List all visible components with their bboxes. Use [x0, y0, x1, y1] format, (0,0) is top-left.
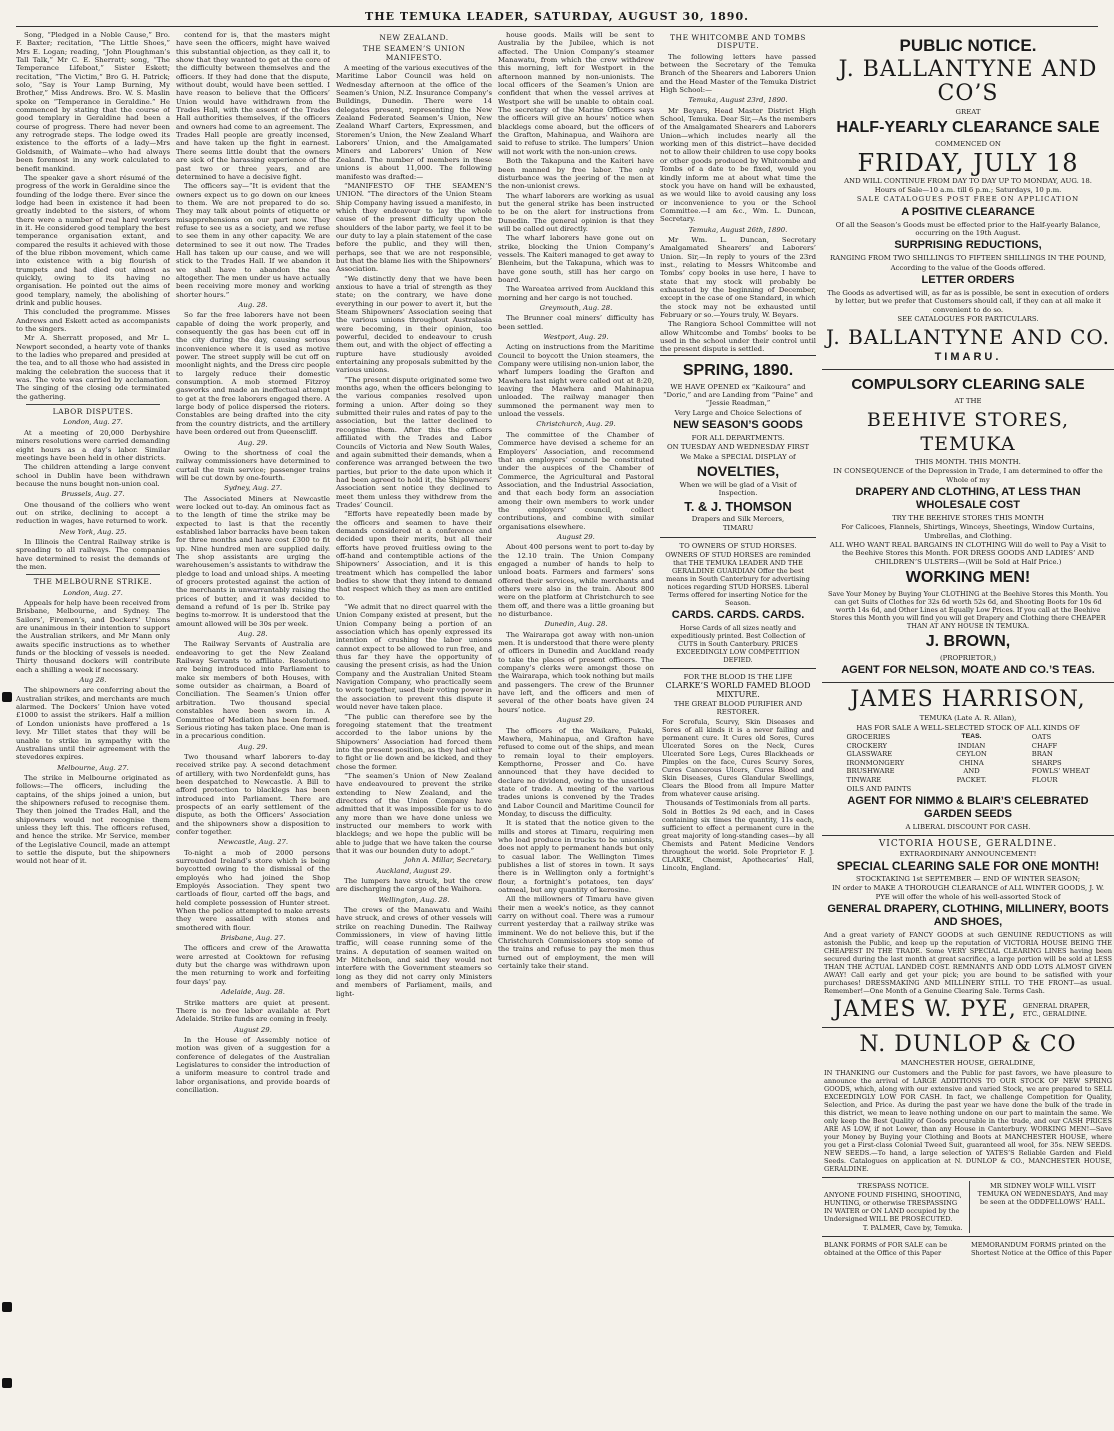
thomson-trade: Drapers and Silk Mercers, — [691, 514, 785, 523]
harrison-list-right — [1032, 733, 1090, 793]
beehive-list: For Calicoes, Flannels, Shirtings, Winceys, Sheetings, Window Curtains, Umbrellas, and Clothing. — [841, 523, 1095, 540]
section-heading: THE WHITCOMBE AND TOMBS DISPUTE. — [670, 33, 806, 51]
spring-display: We Make a SPECIAL DISPLAY of — [680, 452, 796, 461]
article-paragraph: Appeals for help have been received from Brisbane, Melbourne, and Sydney. The Sailors’, Firemen’s, and Dockers’ Unions are unanimous in their intention to support the Australian strikers, and Mr Mann only awaits specific instructions as to whether funds or the blocking of vessels is needed. Thirty thousand dockers will contribute each a shilling a week if necessary. — [16, 599, 170, 674]
spring-lead: WE HAVE OPENED ex “Kaikoura” and “Doric,” and are Landing from “Paine” and “Jessie Readman,” — [662, 382, 814, 408]
sale-hours: Hours of Sale—10 a.m. till 6 p.m.; Saturdays, 10 p.m. — [874, 186, 1062, 195]
article-paragraph: The Wairarapa got away with non-union men. It is understood that there were plenty of officers in Dunedin and Auckland ready to take the places of present officers. The company’s clerks were amongst those on the Wairarapa, which took nothing but mails and passengers. The crew of the Brunner have left, and the officers and men of several of the other boats have given 24 hours’ notice. — [498, 630, 654, 714]
dateline: Adelaide, Aug. 28. — [220, 988, 285, 997]
article-paragraph: house goods. Mails will be sent to Australia by the Jubilee, which is not affected. The Union Company’s steamer Manawatu, from which the crew withdrew this morning, left for Westport in the afternoon manned by non-unionists. The local officers of the Seamen’s Union are confident that when the vessel arrives at Westport she will be unable to obtain coal. The secretary of the Marine Officers says the officers will give an hours’ notice when blacklegs come aboard, but the officers of the Grafton, Mahinapua, and Waihora are said to refuse to strike. The lumpers’ Union will not work with the non-union crews. — [498, 31, 654, 156]
forms-notices — [822, 1236, 1114, 1261]
blood-subtitle: THE GREAT BLOOD PURIFIER AND RESTORER. — [673, 699, 803, 717]
section-heading: THE MELBOURNE STRIKE. — [33, 577, 153, 587]
teas-heading: TEAS. — [961, 732, 982, 740]
beehive-advertisement — [822, 369, 1114, 682]
dateline: London, Aug. 27. — [63, 588, 123, 597]
column-2 — [176, 31, 330, 1426]
article-paragraph: So far the free laborers have not been capable of doing the work properly, and consequently the gas has been cut off in the city during the day, causing serious inconvenience where it is used as motive power. The street supply will be cut off on moonlight nights, and the Dress circ people to largely reduce their domestic consumption. A mob stormed Fitzroy gasworks and made an ineffectual attempt to get at the free laborers engaged there. A large body of police dispersed the rioters. Constables are being drafted into the city from the country districts, and the artillery have been ordered out from Queenscliff. — [176, 311, 330, 437]
column-4 — [498, 31, 654, 1426]
working-men-body: Save Your Money by Buying Your CLOTHING at the Beehive Stores this Month. You can get Suits of Clothes for 32s 6d worth 52s 6d, and Shooting Boots for 10s 6d worth 14s 6d, and Other Lines at Equally Low Prices. If you call at the Beehive Stores this Month you will find you will get Drapery and Clothing there CHEAPER THAN AT ANY HOUSE IN TEMUKA. — [827, 589, 1109, 630]
cards-heading: CARDS. CARDS. CARDS. — [671, 608, 805, 621]
article-paragraph: The officers of the Waikare, Pukaki, Mawhera, Mahinapua, and Grafton have refused to come out of the ships, and mean to remain loyal to their employers. Kempthorne, Prosser and Co. have announced that they have decided to declare no dividend, owing to the unsettled state of trade. A meeting of the various trades unions is convened by the Trades and Labor Council and Maritime Council for Monday, to discuss the difficulty. — [498, 726, 654, 818]
spring-advertisement — [660, 355, 816, 537]
list-item: BRAN — [1031, 750, 1053, 759]
blank-forms: BLANK FORMS of FOR SALE can be obtained at the Office of this Paper — [824, 1240, 948, 1257]
column-3 — [336, 31, 492, 1426]
brown-name: J. BROWN, — [925, 632, 1011, 650]
dateline: Brisbane, Aug. 27. — [220, 934, 286, 943]
brown-agent: AGENT FOR NELSON, MOATE AND CO.’S TEAS. — [841, 664, 1095, 677]
ballantyne-firm-footer: J. BALLANTYNE AND CO. — [825, 325, 1111, 350]
special-clearing-sale: SPECIAL CLEARING SALE FOR ONE MONTH! — [836, 859, 1100, 874]
trespass-body: ANYONE FOUND FISHING, SHOOTING, HUNTING, or otherwise TRESPASSING IN WATER or ON LAND occupied by the Undersigned WILL BE PROSECUTED. — [824, 1190, 962, 1223]
surprising-reductions: SURPRISING REDUCTIONS, — [894, 239, 1042, 252]
beehive-at: AT THE — [954, 397, 982, 406]
dateline: Aug. 28. — [238, 630, 268, 639]
working-men-heading: WORKING MEN! — [905, 568, 1031, 586]
article-paragraph: Both the Takapuna and the Kaiteri have been manned by free labor. The only disturbance was the jeering of the men at the non-unionist crews. — [498, 157, 654, 191]
spring-title: SPRING, 1890. — [682, 361, 794, 379]
harrison-lead: HAS FOR SALE A WELL-SELECTED STOCK OF ALL KINDS OF — [856, 723, 1080, 732]
dateline: Dunedin, Aug. 28. — [544, 620, 608, 629]
dunlop-sub: MANCHESTER HOUSE, GERALDINE, — [900, 1059, 1036, 1068]
article-paragraph: In Illinois the Central Railway strike is spreading to all railways. The companies have determined to resist the demands of the men. — [16, 537, 170, 571]
article-paragraph: The following letters have passed between the Secretary of the Temuka Branch of the Shearers and Laborers Union and the Head Master of the Temuka District High School:— — [660, 52, 816, 95]
article-paragraph: “We admit that no direct quarrel with the Union Company existed at present, but the Union Company being a portion of an association which has openly expressed its intention of crushing the labor unions cannot expect to be allowed to run free, and thus far they have the opportunity of causing the present crisis, as had the Union Company and the Australian United Steam Navigation Company, who practically seem to work together, used their voting power in the association to prevent this dispute it would never have taken place. — [336, 603, 492, 712]
dateline: August 29. — [234, 1025, 272, 1034]
article-paragraph: About 400 persons went to port to-day by the 12.10 train. The Union Company engaged a number of hands to help to unload boats. Farmers and farmers’ sons offered their services, while merchants and others were also in the train. About 800 were on the platform at Christchurch to see them off, and there was a little groaning but no disturbance. — [498, 543, 654, 619]
beehive-bargains: ALL WHO WANT REAL BARGAINS IN CLOTHING Will do well to Pay a Visit to the Beehive Stores this Month. FOR DRESS GOODS AND LADIES’ AND CHILDREN’S ULSTERS—(Will be Sold at Half Price.) — [829, 540, 1107, 566]
dunlop-body: IN THANKING our Customers and the Public for past favors, we have pleasure to announce the arrival of LARGE ADDITIONS TO OUR STOCK OF NEW SPRING GOODS, which, along with our extensive and varied Stock, we are prepared to SELL EXCEEDINGLY LOW FOR CASH. In fact, we challenge Competition for Quality, Selection, and Price. As during the past year we have done the bulk of the trade in this district, we mean to leave nothing undone on our part to maintain the same. We only keep the Best Quality of Goods procurable in the trade, and our CASH PRICES ARE AS LOW, if not Lower, than any House in Canterbury. WORKING MEN!—Save your Money by Buying your Clothing and Boots at MANCHESTER HOUSE, where you get a First-class Colonial Tweed Suit, guaranteed all wool, for 35s. NEW SEEDS. NEW SEEDS.—To hand, a large selection of YATES’S Reliable Garden and Field Seeds. Catalogues on application at N. DUNLOP & CO., MANCHESTER HOUSE, GERALDINE. — [824, 1068, 1112, 1173]
blood-body: For Scrofula, Scurvy, Skin Diseases and Sores of all kinds it is a never failing and permanent cure. It Cures old Sores, Cures Ulcerated Sores on the Neck, Cures Ulcerated Sore Legs, Cures Blackheads or Pimples on the face, Cures Scurvy Sores, Cures Cancerous Ulcers, Cures Blood and Skin Diseases, Cures Glandular Swellings, Clears the Blood from all Impure Matter from whatever cause arising. — [662, 717, 814, 798]
dunlop-name: N. DUNLOP & CO — [859, 1032, 1077, 1058]
article-paragraph: The children attending a large convent school in Dublin have been withdrawn because the nuns bought non-union coal. — [16, 463, 170, 488]
letter-orders-body: The Goods as advertised will, as far as is possible, be sent in execution of orders by letter, but we prefer that Customers should call, if they can at all make it convenient to do so. — [827, 289, 1109, 314]
dateline: London, Aug. 27. — [63, 418, 123, 427]
article-paragraph: The shipowners are conferring about the Australian strikes, and merchants are much alarmed. The Dockers’ Union have voted £1000 to assist the strikers. Half a million of London unionists have proffered a 1s levy. Mr Tillet states that they will be unable to strike in sympathy with the Australians until their agreement with the stevedores expires. — [16, 686, 170, 762]
letter-paragraph: Mr Beyars, Head Master District High School, Temuka. Dear Sir,—As the members of the Amalgamated Shearers and Laborers Union—which includes nearly all the working men of this district—have decided not to allow their children to use copy books or other goods produced by Whitcombe and Tombs of a date to be fixed, would you kindly inform me at about what time the stock you have on hand will be exhausted, as we would like to avoid causing any loss or inconvenience to you or the School Committee.—I am &c., Wm. L. Duncan, Secretary. — [660, 106, 816, 224]
beehive-body: IN CONSEQUENCE of the Depression in Trade, I am determined to offer the Whole of my — [833, 467, 1103, 484]
article-paragraph: The officers say—“It is evident that the owners expect us to go down on our knees to them. We are not prepared to do so. They may talk about points of etiquette or misapprehensions on our part now. They refuse to see us as a society, and we refuse to see them in any other capacity. We are determined to see it out now. The Trades Hall has taken up our cause, and we will stick to the Trades Hall. If we abandon it we shall have to abandon the sea altogether. The men under us have actually been receiving more money and working shorter hours.” — [176, 182, 330, 299]
victoria-body: IN order to MAKE A THOROUGH CLEARANCE of ALL WINTER GOODS, J. W. PYE will offer the whole of his well-assorted Stock of — [831, 884, 1105, 901]
positive-clearance-body: Of all the Season’s Goods must be effected prior to the Half-yearly Balance, occurring on the 19th August. — [835, 220, 1101, 238]
spring-departments: FOR ALL DEPARTMENTS. — [691, 434, 785, 443]
victoria-extraordinary: EXTRAORDINARY ANNOUNCEMENT! — [899, 849, 1037, 858]
article-paragraph: “We distinctly deny that we have been anxious to have a trial of strength as they state; on the contrary, we have done everything in our power to avert it, but the Steam Shipowners’ Association seeing that the various unions throughout Australasia were becoming, in their opinion, too powerful, decided to endeavour to crush them out, and with the object of effecting a rupture have studiously avoided entertaining any proposals submitted by the various unions. — [336, 274, 492, 375]
spring-goods: NEW SEASON’S GOODS — [673, 419, 803, 432]
article-paragraph: A meeting of the various executives of the Maritime Labor Council was held on Wednesday afternoon at the office of the Seamen’s Union, N.Z. Insurance Company’s Buildings, Dunedin. There were 14 delegates present, representing the New Zealand Federated Seamen’s Union, New Zealand Wharf Carters, Expressmen, and Storemen’s Union, the New Zealand Wharf Laborers’ Union, and the Amalgamated Miners and Laborers’ Union of New Zealand. The number of members in these unions is about 11,000. The following manifesto was drafted:— — [336, 64, 492, 181]
spring-novelties: NOVELTIES, — [696, 463, 780, 480]
victoria-rest: And a great variety of FANCY GOODS at such GENUINE REDUCTIONS as will astonish the Public, and keep up the reputation of VICTORIA HOUSE BEING THE CHEAPEST IN THE TRADE. Some VERY SPECIAL CLEARING LINES having been secured during the last month at great sacrifice, a large portion will be sold at LESS THAN THE ACTUAL LANDED COST. REMNANTS AND ODD LOTS ALMOST GIVEN AWAY! Call early and get your pick; you are bound to be satisfied with your purchases! DRESSMAKING AND MILLINERY STILL TO THE FRONT—as usual. Remember!—One Month of a Genuine Clearing Sale. Terms Cash. — [824, 931, 1112, 996]
commenced-on: COMMENCED ON — [935, 140, 1001, 149]
sale-continue: AND WILL CONTINUE FROM DAY TO DAY UP TO MONDAY, AUG. 18. — [844, 176, 1092, 185]
article-paragraph: The wharf laborers are working as usual but the general strike has been instructed to be on the alert for instructions from Dunedin. The general opinion is that they will be called out directly. — [498, 191, 654, 233]
public-notice-heading: PUBLIC NOTICE. — [899, 36, 1037, 55]
blood-product: CLARKE’S WORLD FAMED BLOOD MIXTURE. — [665, 681, 811, 699]
victoria-house-advertisement — [822, 835, 1114, 1027]
article-paragraph: Mr A. Sherratt proposed, and Mr L. Newport seconded, a hearty vote of thanks to the ladies who prepared and presided at the tea, and to all those who had assisted in making the celebration the success that it was. The vote was carried by acclamation. The singing of the closing ode terminated the gathering. — [16, 334, 170, 401]
cards-body: Horse Cards of all sizes neatly and expeditiously printed. Best Collection of CUTS in South Canterbury. PRICES EXCEEDINGLY LOW COMPETITION DEFIED. — [670, 623, 806, 664]
see-catalogues: SEE CATALOGUES FOR PARTICULARS. — [897, 315, 1039, 324]
list-item: CHAFF — [1031, 741, 1058, 750]
wolf-notice — [969, 1181, 1113, 1233]
article-paragraph: The wharf laborers have gone out on strike, blocking the Union Company’s vessels. The Kaiteri managed to get away to Blenheim, but the Takapuna, which was to have gone south, still has her cargo on board. — [498, 234, 654, 284]
spring-subtitle: Very Large and Choice Selections of — [674, 408, 802, 417]
victoria-stocktaking: STOCKTAKING 1st SEPTEMBER — END OF WINTER SEASON; — [855, 875, 1081, 884]
scan-mark-icon — [2, 1378, 12, 1388]
dunlop-advertisement — [822, 1027, 1114, 1176]
ballantyne-advertisement — [822, 31, 1114, 369]
list-item: CHINA — [959, 758, 984, 767]
section-subheading: THE SEAMEN’S UNION MANIFESTO. — [362, 44, 466, 62]
spring-visit: When we will be glad of a Visit of Inspection. — [679, 481, 797, 498]
article-paragraph: Strike matters are quiet at present. There is no free labor available at Port Adelaide. Strike funds are coming in freely. — [176, 998, 330, 1024]
blood-mixture-advertisement — [660, 668, 816, 876]
article-paragraph: The crews of the Manawatu and Waihi have struck, and crews of other vessels will strike on reaching Dunedin. The Railway Commissioners, in view of having little traffic, will cease running some of the trains. A deputation of seamen waited on Mr Mitchelson, and said they would not interfere with the Government steamers so long as they did not carry only Ministers and members of Parliament, mails, and light- — [336, 906, 492, 998]
dateline: Aug. 28. — [238, 301, 268, 309]
article-paragraph: The Rangiora School Committee will not allow Whitcombe and Tombs’ books to be used in the school under their control until the present dispute is settled. — [660, 320, 816, 354]
article-paragraph: In the House of Assembly notice of motion was given of a suggestion for a conference of delegates of the Australian Legislatures to consider the introduction of a uniform measure to control trade and labor organisations, and provide boards of conciliation. — [176, 1035, 330, 1094]
beehive-drapery: DRAPERY AND CLOTHING, AT LESS THAN WHOLESALE COST — [855, 485, 1081, 511]
letter-paragraph: Mr Wm. L. Duncan, Secretary Amalgamated Shearers’ and Laborers’ Union. Sir,—In reply to yours of the 23rd inst., relating to Messrs Whitcombe and Tombs’ copy books in use here, I have to state that my stock will probably be exhausted by the beginning of December, except in the case of one Standard, in which the stock may not be exhausted until February or so.—Yours truly, W. Beyars. — [660, 235, 816, 319]
list-item: AND — [963, 767, 980, 776]
list-item: INDIAN — [957, 741, 986, 750]
victoria-general-drapery: GENERAL DRAPERY, CLOTHING, MILLINERY, BOOTS AND SHOES, — [827, 903, 1109, 929]
dateline: Christchurch, Aug. 29. — [536, 420, 616, 429]
article-paragraph: contend for is, that the masters might have seen the officers, might have waived this substantial objection, as they call it, to show that they wanted to get at the core of the difficulty between themselves and the officers. If they had done that the dispute, without doubt, would have been settled. I have reason to believe that the Officers’ Union would have withdrawn from the Trades Hall, with the assent of the Trades Hall authorities themselves, if the officers and owners had come to an agreement. The Trades Hall people are greatly incensed, and have taken up the fight in earnest. There seems little doubt that the owners are sick of the harassing experience of the past two or three years, and are determined to have a decisive fight. — [176, 31, 330, 181]
article-paragraph: The lumpers have struck, but the crew are discharging the cargo of the Waihora. — [336, 877, 492, 894]
scan-mark-icon — [2, 692, 12, 702]
article-paragraph: It is stated that the notice given to the mills and stores at Timaru, requiring men who load produce in trucks to be unionists, does not apply to permanent hands but only to casual labor. The Wellington Times publishes a list of stores in town. It says there is in Wellington only a fortnight’s flour, a fortnight’s potatoes, ten days’ oatmeal, but any quantity of kerosine. — [498, 819, 654, 895]
article-paragraph: Owing to the shortness of coal the railway commissioners have determined to curtail the train service; passenger trains will be cut down by one-fourth. — [176, 448, 330, 482]
beehive-try: TRY THE BEEHIVE STORES THIS MONTH — [892, 513, 1044, 522]
ballantyne-great: GREAT — [955, 108, 981, 116]
dateline: Aug. 29. — [238, 742, 268, 751]
list-item: CEYLON — [956, 750, 987, 759]
harrison-name: JAMES HARRISON, — [850, 687, 1086, 713]
list-item: FLOUR — [1031, 775, 1058, 784]
ballantyne-firm: J. BALLANTYNE AND CO’S — [838, 57, 1098, 106]
dateline: Newcastle, Aug. 27. — [217, 838, 289, 847]
list-item: TINWARE — [846, 775, 882, 784]
spring-days: ON TUESDAY AND WEDNESDAY FIRST — [666, 443, 810, 452]
brown-proprietor: (PROPRIETOR,) — [939, 653, 997, 662]
dateline: Aug. 29. — [238, 438, 268, 447]
article-paragraph: Acting on instructions from the Maritime Council to boycott the Union steamers, the Company were utilising non-union labor, the wharf lumpers loading the Grafton and Mawhera last night were called out at 8:20, leaving the Mawhera and Mahinapua unloaded. The railway manager then summoned the permanent way men to unload the vessels. — [498, 343, 654, 419]
dateline: Wellington, Aug. 28. — [378, 895, 450, 904]
scan-mark-icon — [2, 1302, 12, 1312]
blood-heading: FOR THE BLOOD IS THE LIFE — [683, 672, 793, 681]
article-paragraph: “The public can therefore see by the foregoing statement that the treatment accorded to the labor unions by the Shipowners’ Association had forced them into the present position, as they had either to fight or lie down and be kicked, and they chose the former. — [336, 712, 492, 771]
sale-date: FRIDAY, JULY 18 — [857, 148, 1079, 177]
article-paragraph: The officers and crew of the Arawatta were arrested at Cooktown for refusing duty but the charge was withdrawn upon the men returning to work and forfeiting four days’ pay. — [176, 944, 330, 986]
section-heading: LABOR DISPUTES. — [52, 407, 134, 417]
divider — [26, 574, 160, 575]
column-6-advertisements — [822, 31, 1114, 1426]
article-paragraph: Two thousand wharf laborers to-day received strike pay. A second detachment of artillery, with two Nordenfeldt guns, has been despatched to Newcastle. A Bill to afford protection to blacklegs has been introduced into Parliament. There are prospects of an early settlement of the dispute, as both the Officers’ Association and the shipowners show a disposition to confer together. — [176, 752, 330, 836]
sale-catalogues: SALE CATALOGUES POST FREE ON APPLICATION — [856, 195, 1080, 204]
list-item: BRUSHWARE — [846, 767, 895, 776]
article-paragraph: “The present dispute originated some two months ago, when the officers belonging to the various companies resolved upon forming a union. After doing so they submitted their rules and rates of pay to the association, but the latter declined to recognise them. After this the officers affiliated with the Trades and Labor Councils of Victoria and New South Wales, and again submitted their demands, when a conference was arranged between the two parties, but prior to the date upon which it had been agreed to hold it, the Shipowners’ Association sent notice they declined to meet them unless they withdrew from the Trades’ Council. — [336, 375, 492, 509]
harrison-advertisement — [822, 682, 1114, 835]
stud-horses-advertisement — [660, 537, 816, 668]
compulsory-sale-heading: COMPULSORY CLEARING SALE — [851, 376, 1085, 394]
dateline: Auckland, August 29. — [376, 866, 452, 875]
dateline: Westport, Aug. 29. — [543, 333, 609, 342]
article-paragraph: “Efforts have repeatedly been made by the officers and seamen to have their demands considered at a conference and decided upon their merits, but all their efforts have proved fruitless owing to the off-hand and contemptible actions of the Shipowners’ Association, and it is this treatment which has compelled the labor bodies to show that they intend to demand that respect which they as men are entitled to. — [336, 510, 492, 602]
trespass-heading: TRESPASS NOTICE. — [857, 1181, 929, 1190]
dateline: Aug 28. — [79, 676, 107, 685]
memorandum-forms: MEMORANDUM FORMS printed on the Shortest Notice at the Office of this Paper — [971, 1240, 1112, 1257]
article-paragraph: The Associated Miners at Newcastle were locked out to-day. An ominous fact as to the length of time the strike may be expected to last is that the recently established labor barracks have been taken for three months and have cost £300 to fit up. Nine hundred men are supplied daily. The shop assistants are urging the warehousemen’s assistants to withdraw the pledge to load and unload ships. A meeting of grocers protested against the action of the merchants in unwarrantably raising the prices of butter, and it was decided to demand a refund of 1s per lb. Strike pay begins to-morrow. It is understood that the amount allowed will be 30s per week. — [176, 494, 330, 628]
dateline: August 29. — [557, 716, 595, 725]
reductions-range: RANGING FROM TWO SHILLINGS TO FIFTEEN SHILLINGS IN THE POUND, — [829, 254, 1107, 263]
clearance-sale-heading: HALF-YEARLY CLEARANCE SALE — [836, 119, 1100, 137]
harrison-list-left — [846, 733, 911, 793]
positive-clearance: A POSITIVE CLEARANCE — [901, 205, 1035, 218]
beehive-month: THIS MONTH. THIS MONTH. — [915, 457, 1021, 466]
list-item: GROCERIES — [846, 732, 891, 741]
dateline: Greymouth, Aug. 28. — [539, 304, 613, 312]
article-paragraph: The Brunner coal miners’ difficulty has been settled. — [498, 314, 654, 331]
harrison-sub: TEMUKA (Late A. R. Allan), — [919, 714, 1017, 723]
dateline: Sydney, Aug. 27. — [223, 484, 283, 493]
stud-body: OWNERS OF STUD HORSES are reminded that THE TEMUKA LEADER AND THE GERALDINE GUARDIAN Offer the best means in South Canterbury for advertising notices regarding STUD HORSES. Liberal Terms offered for inserting Notice for the Season. — [665, 550, 811, 607]
stud-heading: TO OWNERS OF STUD HORSES. — [679, 541, 797, 550]
reductions-note: According to the value of the Goods offered. — [890, 263, 1046, 272]
article-paragraph: To-night a mob of 2000 persons surrounded Ireland’s store which is being boycotted owing to the dismissal of the employés who had joined the Shop Employés Association. They spent two cartloads of flour, carted off the bags, and held complete possession of Hunter street. When the police attempted to make arrests they were assailed with stones and smothered with flour. — [176, 848, 330, 932]
list-item: CROCKERY — [846, 741, 887, 750]
list-item: PACKET. — [956, 775, 987, 784]
masthead: THE TEMUKA LEADER, SATURDAY, AUGUST 30, 1890. — [16, 10, 1098, 27]
article-paragraph: The committee of the Chamber of Commerce have devised a scheme for an Employers’ Association, and recommend that an employers’ council be constituted under the auspices of the Chamber of Commerce, the Agricultural and Pastoral Association, and the Industrial Association, and that each body form an association among their own members to work under the employers’ council, collect contributions, and combine with similar organisations elsewhere. — [498, 430, 654, 531]
small-notices — [822, 1177, 1114, 1236]
list-item: OILS AND PAINTS — [846, 784, 912, 793]
pye-signature — [824, 996, 1112, 1024]
ballantyne-town: TIMARU. — [934, 351, 1002, 364]
pye-name: JAMES W. PYE, — [833, 997, 1017, 1023]
thomson-town: TIMARU — [722, 524, 754, 533]
blood-sold: Sold in Bottles 2s 9d each, and in Cases containing six times the quantity, 11s each, sufficient to effect a permanent cure in the great majority of long-standing cases—by all Chemists and Patent Medicine Vendors throughout the world. Sole Proprietor F. J. CLARKE, Chemist, Apothecaries’ Hall, Lincoln, England. — [662, 807, 814, 872]
article-paragraph: One thousand of the colliers who went out on strike, declining to accept a reduction in wages, have returned to work. — [16, 500, 170, 526]
list-item: IRONMONGERY — [846, 758, 905, 767]
columns — [16, 31, 1112, 1426]
dateline: Melbourne, Aug. 27. — [57, 763, 129, 772]
divider — [26, 404, 160, 405]
article-paragraph: At a meeting of 20,000 Derbyshire miners resolutions were carried demanding eight hours as a day’s labor. Similar meetings have been held in other districts. — [16, 428, 170, 462]
thomson-name: T. & J. THOMSON — [684, 498, 792, 514]
list-item: GLASSWARE — [846, 750, 893, 759]
dateline: Temuka, August 23rd, 1890. — [688, 96, 788, 105]
letter-orders: LETTER ORDERS — [921, 274, 1015, 287]
trespass-signature: T. PALMER, Cave by, Temuka. — [862, 1223, 963, 1232]
harrison-stock-list — [824, 733, 1112, 793]
article-paragraph: “The seamen’s Union of New Zealand have endeavoured to prevent the strike extending to New Zealand, and the directors of the Union Company have admitted that it was impossible for us to do any more than we have done unless we instructed our members to work with blacklegs; and we hope the public will be able to judge that we have taken the course that it was our bounden duty to adopt.” — [336, 771, 492, 855]
list-item: OATS — [1031, 732, 1052, 741]
harrison-list-middle — [956, 733, 987, 793]
harrison-agent: AGENT FOR NIMMO & BLAIR’S CELEBRATED GARDEN SEEDS — [847, 795, 1089, 821]
pye-trade: GENERAL DRAPER, ETC., GERALDINE. — [1022, 1001, 1090, 1019]
section-heading: NEW ZEALAND. — [379, 33, 449, 42]
harrison-discount: A LIBERAL DISCOUNT FOR CASH. — [905, 823, 1031, 832]
signature: John A. Millar, Secretary. — [404, 856, 492, 865]
column-5 — [660, 31, 816, 1426]
dateline: Brussels, Aug. 27. — [61, 490, 125, 499]
blood-testimonials: Thousands of Testimonials from all parts. — [665, 798, 811, 807]
trespass-notice — [824, 1181, 963, 1233]
list-item: SHARPS — [1031, 758, 1062, 767]
article-paragraph: The speaker gave a short résumé of the progress of the work in Geraldine since the founding of the lodge there. Ever since the lodge had been in existence it had been greatly indebted to the sisters, of whom there were a number of real hard workers in it. He considered good templary the best temperance organisation extant, and compared the results it achieved with those of the blue ribbon movement, which came into existence with a big flourish of trumpets and had died out almost as quickly, owing to its having no organisation. He pointed out the aims of good templary, namely, the abolishing of drink and public houses. — [16, 173, 170, 307]
dateline: Temuka, August 26th, 1890. — [688, 225, 788, 234]
article-paragraph: Song, “Pledged in a Noble Cause,” Bro. F. Baxter; recitation, “The Little Shoes,” Mrs E. Logan; reading, “John Ploughman’s Tall Talk,” Mr C. E. Sherratt; song, “The Temperance Lifeboat,” Sister Eskett; recitation, “The Victim,” Bro G. H. Patrick; solo, “Say is Your Lamp Burning, My Brother,” Miss Andrews. Bro. W. S. Maslin spoke on “Temperance in Geraldine.” He commenced by stating that the course of good templary in Geraldine had been a course of progress. There had never been any retrograde steps. The lodge owed its existence to the efforts of a lady—Mrs Goldsmith, of Waimate—who had always been foremost in any work calculated to benefit mankind. — [16, 31, 170, 173]
article-paragraph: The Railway Servants of Australia are endeavoring to get the New Zealand Railway Servants to affiliate. Resolutions are being introduced into Parliament to make six members of both Houses, with some outsider as chairman, a Board of Conciliation. The Seamen’s Union offer arbitration. Two thousand special constables have been sworn in. A Committee of Mediation has been formed. Serious rioting has taken place. One man is in a precarious condition. — [176, 640, 330, 741]
article-paragraph: “MANIFESTO OF THE SEAMEN’S UNION. “The directors of the Union Steam Ship Company having issued a manifesto, in which they endeavour to lay the whole cause of the present difficulty upon the shoulders of the labor party, we feel it to be our duty to lay a plain statement of the case before the public, and they will then, perhaps, see that we are not responsible, but that the blame lies with the Shipowners’ Association. — [336, 181, 492, 274]
article-paragraph: This concluded the programme. Misses Andrews and Eskett acted as accompanists to the singers. — [16, 308, 170, 334]
column-1 — [16, 31, 170, 1426]
dateline: August 29. — [557, 532, 595, 541]
victoria-heading: VICTORIA HOUSE, GERALDINE. — [878, 839, 1058, 850]
beehive-stores: BEEHIVE STORES, TEMUKA — [866, 408, 1070, 455]
dateline: New York, Aug. 25. — [59, 527, 127, 536]
list-item: FOWLS’ WHEAT — [1031, 767, 1090, 776]
article-paragraph: All the millowners of Timaru have given their men a week’s notice, as they cannot carry on without coal. There was a rumour current yesterday that a railway strike was imminent. We do not believe this, but if the Christchurch Commissioners stop some of the trains and refuse to pay the men thus turned out of employment, the men will certainly take their stand. — [498, 895, 654, 971]
article-paragraph: The Wareatea arrived from Auckland this morning and her cargo is not touched. — [498, 285, 654, 302]
article-paragraph: The strike in Melbourne originated as follows:—The officers, including the captains, of the ships joined a union, but the shipowners refused to recognise them. They then joined the Trades Hall, and the shipowners would not recognise them unless they left this. The officers refused, and hence the strike. Mr Service, member of the Legislative Council, made an attempt to settle the dispute, but the shipowners would not hear of it. — [16, 773, 170, 866]
wolf-body: MR SIDNEY WOLF WILL VISIT TEMUKA ON WEDNESDAYS, And may be seen at the ODDFELLOWS’ HALL. — [977, 1181, 1108, 1206]
